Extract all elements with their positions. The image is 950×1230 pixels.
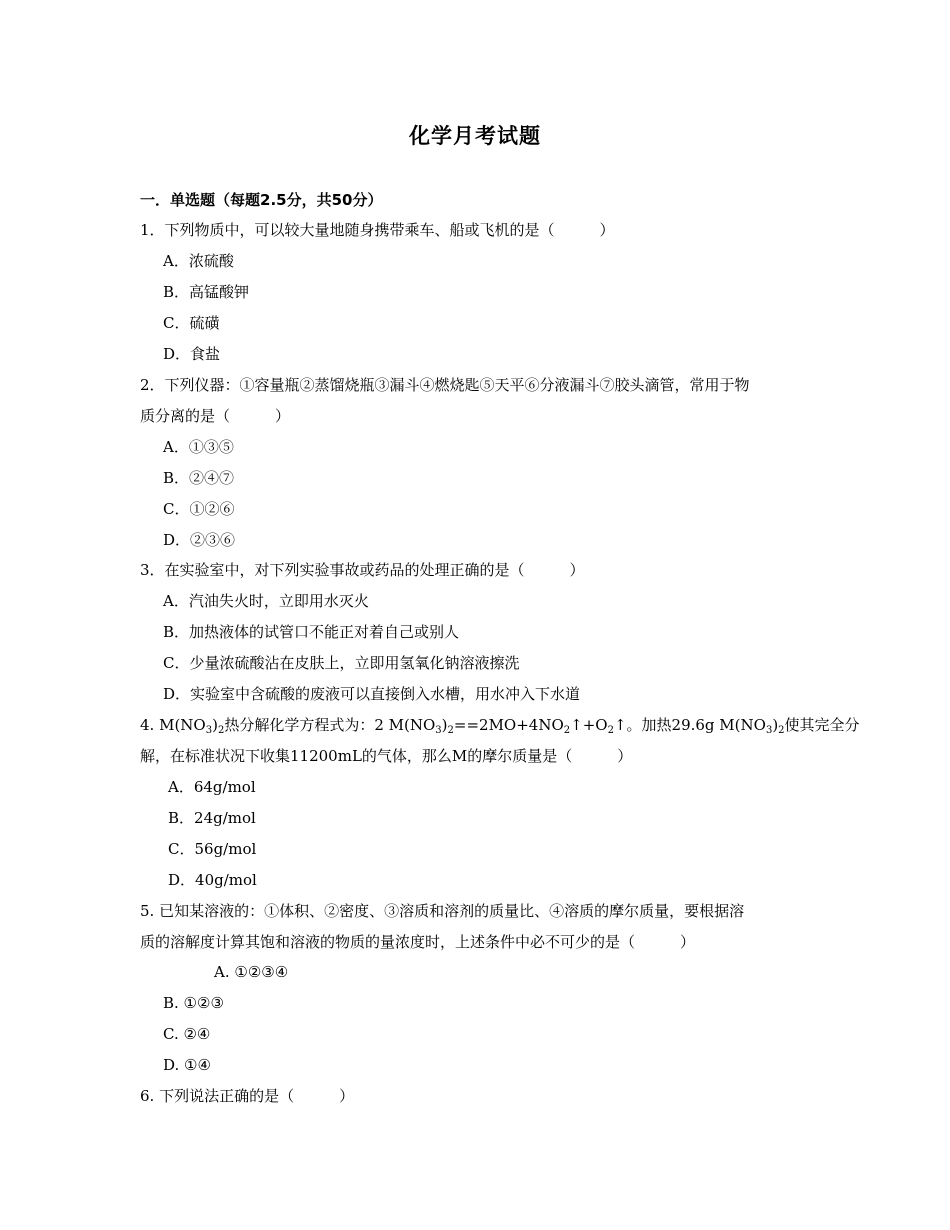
- question-3-option-c: C．少量浓硫酸沾在皮肤上，立即用氢氧化钠溶液擦洗: [163, 654, 520, 672]
- stem-text: ): [441, 716, 448, 734]
- question-6-stem: 6. 下列说法正确的是（ ）: [140, 1087, 355, 1105]
- question-1-option-b: B．高锰酸钾: [163, 283, 250, 301]
- question-2-option-a: A．①③⑤: [163, 438, 234, 456]
- question-3-option-b: B．加热液体的试管口不能正对着自己或别人: [163, 623, 460, 641]
- question-4-stem-line-2: 解，在标准状况下收集11200mL的气体，那么M的摩尔质量是（ ）: [140, 747, 633, 765]
- question-3-stem: 3．在实验室中，对下列实验事故或药品的处理正确的是（ ）: [140, 561, 585, 579]
- page-title: 化学月考试题: [409, 124, 541, 148]
- question-5-option-c: C. ②④: [163, 1025, 211, 1043]
- question-1-option-d: D．食盐: [163, 345, 221, 363]
- question-4-stem-line-1: [140, 715, 860, 735]
- question-5-option-d: D. ①④: [163, 1056, 211, 1074]
- question-4-option-d: D．40g/mol: [168, 871, 257, 889]
- question-4-option-b: B．24g/mol: [168, 809, 256, 827]
- question-2-stem-line-1: 2．下列仪器：①容量瓶②蒸馏烧瓶③漏斗④燃烧匙⑤天平⑥分液漏斗⑦胶头滴管，常用于物: [140, 376, 750, 394]
- question-5-option-a: A. ①②③④: [214, 963, 289, 981]
- stem-text: 热分解化学方程式为：2 M(NO: [224, 716, 436, 734]
- subscript: 2: [447, 725, 454, 736]
- stem-text: 4. M(NO: [140, 716, 206, 734]
- question-2-option-c: C．①②⑥: [163, 500, 235, 518]
- question-5-option-b: B. ①②③: [163, 994, 224, 1012]
- stem-text: ==2MO+4NO: [453, 716, 564, 734]
- stem-text: ): [772, 716, 779, 734]
- question-1-option-a: A．浓硫酸: [163, 252, 234, 270]
- subscript: 3: [765, 725, 773, 736]
- question-1-stem: 1．下列物质中，可以较大量地随身携带乘车、船或飞机的是（ ）: [140, 221, 615, 239]
- stem-text: ↑。加热29.6g M(NO: [613, 716, 766, 734]
- subscript: 3: [435, 725, 442, 736]
- question-4-option-c: C．56g/mol: [168, 840, 257, 858]
- question-2-option-d: D．②③⑥: [163, 531, 236, 549]
- stem-text: 使其完全分: [784, 716, 860, 734]
- section-heading: 一．单选题（每题2.5分，共50分）: [140, 191, 383, 209]
- question-5-stem-line-2: 质的溶解度计算其饱和溶液的物质的量浓度时，上述条件中必不可少的是（ ）: [140, 933, 696, 951]
- question-4-option-a: A．64g/mol: [168, 778, 256, 796]
- stem-text: ↑+O: [570, 716, 608, 734]
- subscript: 2: [563, 725, 571, 736]
- question-5-stem-line-1: 5. 已知某溶液的：①体积、②密度、③溶质和溶剂的质量比、④溶质的摩尔质量，要根据溶: [140, 902, 745, 920]
- question-2-option-b: B．②④⑦: [163, 469, 235, 487]
- subscript: 3: [205, 725, 213, 736]
- question-3-option-a: A．汽油失火时，立即用水灭火: [163, 592, 369, 610]
- subscript: 2: [778, 725, 785, 736]
- stem-text: ): [212, 716, 218, 734]
- subscript: 2: [217, 725, 225, 736]
- subscript: 2: [607, 725, 614, 736]
- question-3-option-d: D．实验室中含硫酸的废液可以直接倒入水槽，用水冲入下水道: [163, 685, 581, 703]
- question-2-stem-line-2: 质分离的是（ ）: [140, 407, 291, 425]
- question-1-option-c: C．硫磺: [163, 314, 220, 332]
